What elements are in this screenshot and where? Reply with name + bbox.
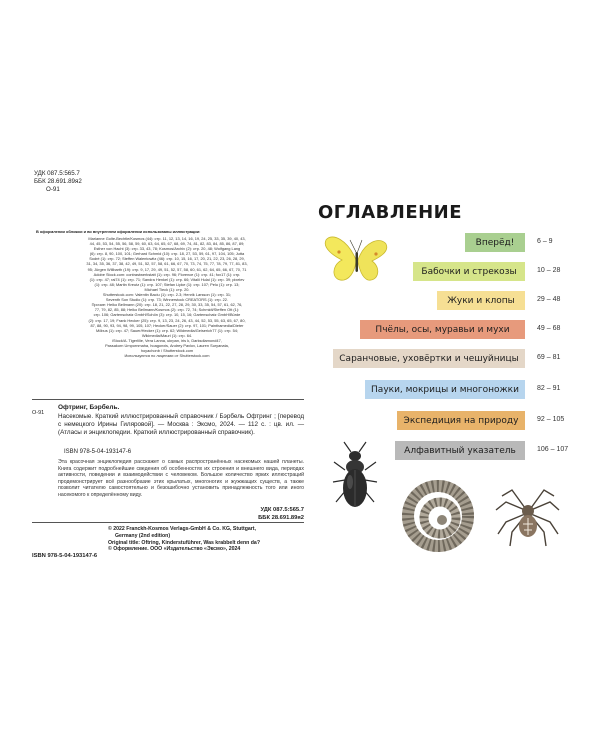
credit-line: iStock/A. Tigerlilie, Vera Lanna, ukrpan, iris k, Darksdiamond47,: [112, 337, 222, 343]
toc-pages: 69 – 81: [537, 354, 561, 361]
copyright-line: Original title: Oftring, Kinderstuführer, Was krabbelt denn da?: [108, 539, 260, 546]
credit-line: 44, 45, 53, 54, 55, 56, 58, 59, 60, 63, 64, 65, 67, 68, 69, 74, 81, 82, 83, 84, 85, 86, 87, 89;: [89, 241, 245, 247]
butterfly-icon: [322, 230, 392, 290]
divider: [32, 399, 304, 400]
credit-line: 87, 88, 90, 93, 94, 98, 99, 105, 107; Hecker/Sauer (2): стр. 97, 101; Painthamedia/Dieter: [90, 322, 244, 328]
toc-label: Пауки, мокрицы и многоножки: [371, 384, 519, 395]
credit-line: 95; Jürgen Willbarth (19): стр. 9, 17, 29, 49, 51, 52, 57, 58, 60, 61, 62, 64, 65, 66, 67, 70, 71: [87, 266, 247, 272]
toc-label: Саранчовые, уховёртки и чешуйницы: [339, 353, 519, 364]
bbk-line: ББК 28.691.89я2: [258, 514, 304, 521]
beetle-icon: [330, 440, 380, 512]
credit-line: Seventh Son Studio (1): стр. 73; Winnerstock CREATORS (1): стр. 22.: [105, 297, 229, 303]
udk-line: УДК 087.5:565.7: [34, 170, 80, 177]
credit-line: Möbus (1): стр. 47; Sauer/Hecker (1): стр. 62; Wildmedia/Geiserich77 (1): стр. 54;: [95, 327, 238, 333]
toc-pages: 82 – 91: [537, 385, 561, 392]
spider-icon: [492, 480, 562, 550]
udk-bottom: [254, 507, 304, 522]
toc-item-butterflies[interactable]: [413, 262, 525, 281]
credit-line: Esther von Hacht (3): стр. 33, 43, 78; Kosmos/Archiv (2): стр. 20, 48; Wolfgang Lang: [93, 246, 241, 252]
millipede-icon: [396, 478, 480, 554]
credit-line: (2): стр. 17, 19; Frank Hecker (25): стр. 9, 13, 23, 24, 26, 43, 44, 52, 53, 55, 63, 65, 67, 80,: [88, 317, 246, 323]
toc-item-vpered[interactable]: [465, 233, 525, 252]
toc-title: ОГЛАВЛЕНИЕ: [318, 202, 463, 223]
credit-line: Прочие: Heiko Bellmann (20): стр. 18, 21, 22, 27, 28, 29, 30, 33, 35, 54, 57, 61, 62, 76,: [91, 302, 243, 308]
toc-label: Алфавитный указатель: [404, 445, 516, 456]
udk-line: УДК 087.5:565.7: [260, 507, 304, 513]
toc-pages: 29 – 48: [537, 296, 561, 303]
image-credits: [36, 236, 298, 358]
toc-label: Экспедиция на природу: [403, 415, 519, 426]
copyright-block: [108, 526, 306, 553]
credit-line: (6): стр. 8, 90, 100, 101; Gerhard Schmid (10): стр. 18, 27, 53, 59, 61, 97, 104, 105; Jutta: [89, 251, 245, 257]
cip-code: О-91: [32, 410, 45, 416]
credits-title: В оформлении обложки и во внутреннем оформлении использованы иллюстрации:: [36, 229, 201, 234]
annotation: Эта красочная энциклопедия расскажет о самых распространённых насекомых нашей планеты. Книга содержит подробнейшие сведения об особенностях их строения и внешнего вида, периодах активности, поведении и взаимодействии с человеком. Большое количество ярких иллюстраций продемонстрирует всё разнообразие этих крылатых, многоногих и жужжащих существ, а также позволит читателю самостоятельно и безошибочно установить принадлежность того или иного насекомого к определённому виду.: [58, 459, 304, 498]
toc-item-spiders[interactable]: [365, 380, 525, 399]
udk-block: [34, 170, 82, 194]
toc-pages: 106 – 107: [537, 446, 569, 453]
isbn-bottom: ISBN 978-5-04-193147-6: [32, 553, 98, 559]
cip-author: Офтринг, Бэрбель.: [58, 404, 120, 411]
toc-item-grasshoppers[interactable]: [333, 349, 525, 368]
credit-line: 77, 79, 82, 85, 88; Heiko Bellmann/Kosmos (2): стр. 72, 74; Schmidt/Steffen Ott (1):: [94, 307, 240, 313]
toc-pages: 49 – 68: [537, 325, 561, 332]
copyright-line: © 2022 Franckh-Kosmos Verlags-GmbH & Co. KG, Stuttgart,: [108, 526, 256, 532]
copyright-line: Germany (2nd edition): [115, 532, 171, 539]
divider: [32, 522, 304, 523]
toc-pages: 10 – 28: [537, 267, 561, 274]
toc-pages: 6 – 9: [537, 238, 553, 245]
credit-line: Sodrè (1): стр. 72; Steffen Walentowitz (46): стр. 10, 15, 16, 17, 20, 21, 22, 23, 26, 28, 29,: [89, 256, 245, 262]
credit-line: Wikimedia/Mauri (1): стр. 64.: [141, 332, 193, 338]
credit-line: Используются по лицензии от Shutterstock.com: [124, 353, 210, 359]
credit-line: Passakorn Umpornmaha, hoagonxis, Andrey Pavlov, Lauren Suryanata,: [105, 342, 229, 348]
credit-line: (1): стр. 47; rai74 (1): стр. 71; Sandra Henkel (1): стр. 66; Vitalii Hulai (1): стр. 39; pixelev: [89, 276, 245, 282]
credit-line: Adobe Stock.com: contrastwerkstatt (1): стр. 96; Florence (1): стр. 41; fox17 (1): стр.: [93, 271, 241, 277]
cip-description: Насекомые. Краткий иллюстрированный справочник / Бэрбель Офтринг ; [перевод с немецкого Ирины Гиляровой]. — Москва : Эксмо, 2024. — 112 с. : цв. ил. — (Атласы и энциклопедии. Краткий иллюстрированный справочник).: [58, 413, 304, 437]
credit-line: Marianne Golte-Bechtle/Kosmos (44): стр. 11, 12, 13, 14, 16, 19, 24, 25, 33, 35, 39, 40, 43,: [88, 236, 246, 241]
author-mark: О-91: [46, 186, 60, 193]
toc-label: Вперёд!: [475, 237, 515, 248]
toc-item-index[interactable]: [395, 441, 525, 460]
bbk-line: ББК 28.691.89я2: [34, 178, 82, 185]
toc-item-bees[interactable]: [360, 320, 525, 339]
credit-line: hoyachonb / Shutterstock.com: [140, 348, 194, 354]
toc-label: Жуки и клопы: [447, 295, 515, 306]
toc-item-expedition[interactable]: [397, 411, 525, 430]
toc-pages: 92 – 105: [537, 416, 565, 423]
toc-label: Пчёлы, осы, муравьи и мухи: [375, 324, 510, 335]
credit-line: Michael Tieck (1): стр. 20.: [144, 286, 190, 292]
toc-label: Бабочки и стрекозы: [421, 266, 517, 277]
credit-line: Shutterstock.com: Valentin Baciu (1): стр. 2-3; Henrik Larsson (1): стр. 31;: [102, 292, 232, 298]
credit-line: (1): стр. 48; Martin Kreutz (1): стр. 107; Stefan Lipke (1): стр. 107; Pelu (1): стр. 13;: [94, 281, 240, 287]
credit-line: стр. 106; Gartenschatz GmbH/Schön (3): стр. 10, 15, 16; Gartenschatz GmbH/Bürde: [93, 312, 241, 318]
credit-line: 31, 34, 35, 36, 37, 38, 42, 49, 51, 52, 57, 58, 61, 66, 67, 70, 73, 74, 75, 77, 78, 79, 77, 81, 83,: [86, 261, 248, 267]
toc-item-beetles[interactable]: [437, 291, 525, 310]
isbn-top: ISBN 978-5-04-193147-6: [64, 449, 132, 455]
copyright-line: © Оформление. ООО «Издательство «Эксмо», 2024: [108, 546, 241, 553]
